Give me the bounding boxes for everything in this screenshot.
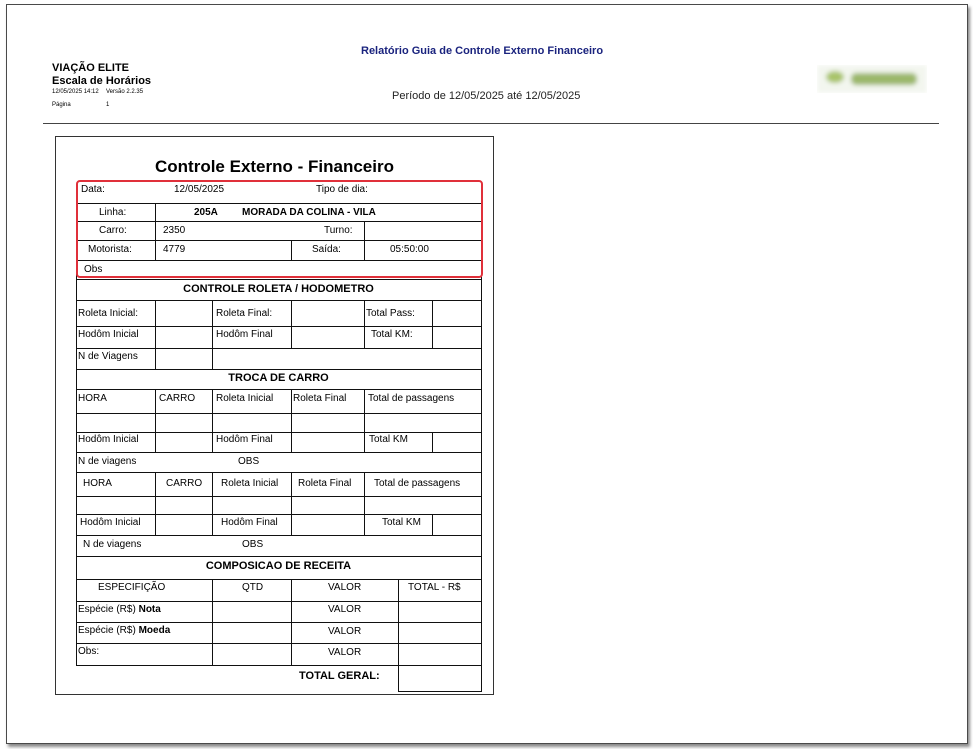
version-label: Versão 2.2.35	[106, 89, 144, 95]
troca2-hodom-inicial: Hodôm Inicial	[80, 517, 141, 528]
data-value: 12/05/2025	[174, 184, 225, 195]
company-name: VIAÇÃO ELITE	[52, 62, 130, 74]
page-label: Página	[52, 102, 71, 108]
page-number: 1	[106, 102, 110, 108]
saida-value: 05:50:00	[390, 244, 429, 255]
roleta-inicial-label: Roleta Inicial:	[78, 308, 139, 319]
troca1-hodom-final: Hodôm Final	[216, 434, 273, 445]
troca1-hodom-inicial: Hodôm Inicial	[78, 434, 139, 445]
troca1-total-passagens: Total de passagens	[368, 393, 455, 404]
tipo-dia-label: Tipo de dia:	[316, 184, 368, 195]
section-receita-title: COMPOSICAO DE RECEITA	[205, 560, 352, 572]
troca1-carro: CARRO	[159, 393, 196, 404]
troca2-total-km: Total KM	[382, 517, 421, 528]
especificacao-header: ESPECIFIÇÃO	[98, 582, 166, 593]
troca1-hora: HORA	[78, 393, 107, 404]
troca2-obs: OBS	[242, 539, 264, 550]
report-title: Relatório Guia de Controle Externo Financeiro	[361, 45, 604, 57]
carro-value: 2350	[163, 225, 186, 236]
saida-label: Saída:	[312, 244, 341, 255]
receita-obs-label: Obs:	[78, 646, 100, 657]
total-km-label: Total KM:	[371, 329, 413, 340]
company-logo-icon	[817, 65, 927, 93]
timestamp: 12/05/2025 14:12	[52, 89, 99, 95]
troca1-n-viagens: N de viagens	[78, 456, 137, 467]
report-period: Período de 12/05/2025 até 12/05/2025	[392, 90, 581, 102]
highlight-box	[76, 180, 483, 278]
troca1-obs: OBS	[238, 456, 260, 467]
troca2-hodom-final: Hodôm Final	[221, 517, 278, 528]
control-form	[55, 136, 494, 695]
troca2-n-viagens: N de viagens	[83, 539, 142, 550]
troca2-roleta-inicial: Roleta Inicial	[221, 478, 279, 489]
valor-moeda: VALOR	[328, 626, 362, 637]
linha-name: MORADA DA COLINA - VILA	[242, 207, 376, 218]
carro-label: Carro:	[99, 225, 127, 236]
valor-nota: VALOR	[328, 604, 362, 615]
motorista-value: 4779	[163, 244, 186, 255]
report-page	[6, 4, 968, 744]
motorista-label: Motorista:	[88, 244, 132, 255]
header-divider	[43, 123, 939, 124]
troca2-hora: HORA	[83, 478, 112, 489]
turno-label: Turno:	[324, 225, 353, 236]
form-title: Controle Externo - Financeiro	[155, 157, 394, 176]
section-roleta-title: CONTROLE ROLETA / HODOMETRO	[183, 283, 374, 295]
troca2-carro: CARRO	[166, 478, 203, 489]
total-geral-label: TOTAL GERAL:	[299, 670, 380, 682]
troca2-roleta-final: Roleta Final	[298, 478, 352, 489]
troca1-roleta-final: Roleta Final	[293, 393, 347, 404]
troca2-total-passagens: Total de passagens	[374, 478, 461, 489]
qtd-header: QTD	[242, 582, 264, 593]
especie-moeda-row: Espécie (R$) Moeda	[78, 625, 171, 636]
especie-nota-row: Espécie (R$) Nota	[78, 604, 161, 615]
hodom-final-label: Hodôm Final	[216, 329, 273, 340]
linha-label: Linha:	[99, 207, 127, 218]
troca1-total-km: Total KM	[369, 434, 408, 445]
total-rs-header: TOTAL - R$	[408, 582, 461, 593]
valor-obs: VALOR	[328, 647, 362, 658]
roleta-final-label: Roleta Final:	[216, 308, 273, 319]
n-viagens-label: N de Viagens	[78, 351, 138, 362]
valor-header: VALOR	[328, 582, 362, 593]
total-pass-label: Total Pass:	[366, 308, 415, 319]
troca1-roleta-inicial: Roleta Inicial	[216, 393, 274, 404]
data-label: Data:	[81, 184, 105, 195]
obs-label: Obs	[84, 264, 103, 275]
module-name: Escala de Horários	[52, 75, 152, 87]
linha-code: 205A	[194, 207, 218, 218]
hodom-inicial-label: Hodôm Inicial	[78, 329, 139, 340]
section-troca-title: TROCA DE CARRO	[228, 372, 329, 384]
